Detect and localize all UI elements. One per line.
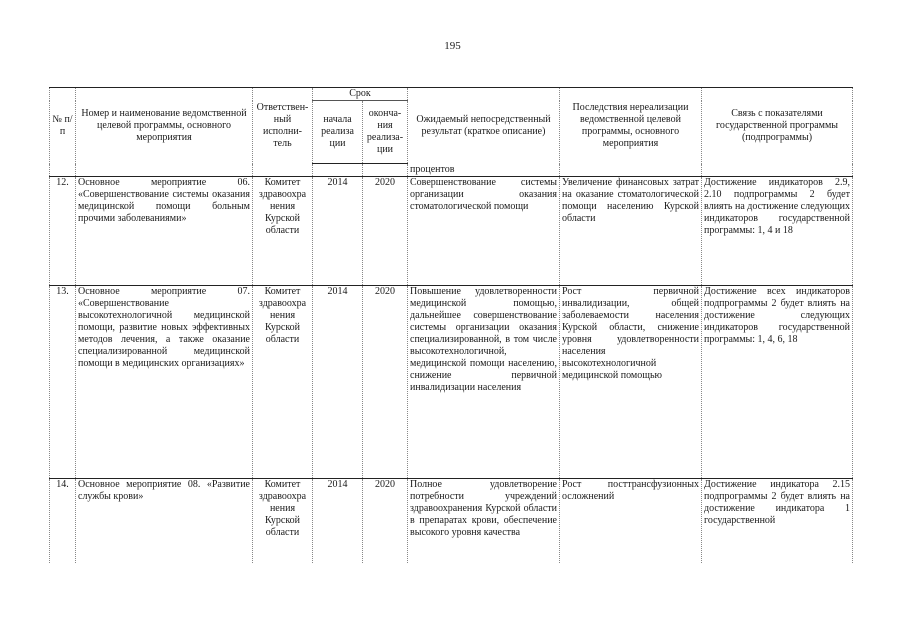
page-number: 195 [444,40,461,52]
cont-start [313,164,363,177]
cont-end [363,164,408,177]
header-term: Срок [313,88,408,101]
activities-table [49,87,853,563]
row-num: 13. [50,286,76,479]
row-responsible: Комитет здравоохра нения Курской области [253,177,313,286]
row-num: 12. [50,177,76,286]
row-link: Достижение всех индикаторов подпрограммы 2 будет влиять на достижение следующих индикаторов государственной программы: 1, 4, 6, 18 [702,286,853,479]
row-start: 2014 [313,177,363,286]
header-row [50,88,853,101]
table-row [50,177,853,286]
table-row [50,479,853,564]
row-result: Полное удовлетворение потребности учреждений здравоохранения Курской области в препаратах крови, обеспечение высокого уровня качества [408,479,560,564]
continuation-row [50,164,853,177]
table-row [50,286,853,479]
row-end: 2020 [363,286,408,479]
row-result: Повышение удовлетворенности медицинской помощью, дальнейшее совершенствование системы организации оказания специализированной, в том числе высокотехнологичной, медицинской помощи населению, снижение первичной инвалидизации населения [408,286,560,479]
cont-name [76,164,253,177]
row-name: Основное мероприятие 08. «Развитие службы крови» [76,479,253,564]
row-consequences: Увеличение финансовых затрат на оказание стоматологической помощи населению Курской области [560,177,702,286]
header-link: Связь с показателями государственной программы (подпрограммы) [702,88,853,164]
row-end: 2020 [363,177,408,286]
row-link: Достижение индикаторов 2.9, 2.10 подпрограммы 2 будет влиять на достижение следующих индикаторов государственной программы: 1, 4 и 18 [702,177,853,286]
cont-result: процентов [408,164,560,177]
row-start: 2014 [313,286,363,479]
row-num: 14. [50,479,76,564]
row-result: Совершенствование системы организации оказания стоматологической помощи [408,177,560,286]
row-end: 2020 [363,479,408,564]
row-consequences: Рост посттрансфузионных осложнений [560,479,702,564]
cont-num [50,164,76,177]
cont-link [702,164,853,177]
header-consequences: Последствия нереализации ведомственной целевой программы, основного мероприятия [560,88,702,164]
header-responsible: Ответствен-ный исполни-тель [253,88,313,164]
header-term-start: начала реализа ции [313,101,363,164]
header-name: Номер и наименование ведомственной целевой программы, основного мероприятия [76,88,253,164]
header-term-end: оконча-ния реализа-ции [363,101,408,164]
row-responsible: Комитет здравоохра нения Курской области [253,479,313,564]
row-responsible: Комитет здравоохра нения Курской области [253,286,313,479]
cont-consequences [560,164,702,177]
row-name: Основное мероприятие 06. «Совершенствование системы оказания медицинской помощи больным прочими заболеваниями» [76,177,253,286]
row-link: Достижение индикатора 2.15 подпрограммы 2 будет влиять на достижение индикатора 1 государственной [702,479,853,564]
row-name: Основное мероприятие 07. «Совершенствование высокотехнологичной медицинской помощи, развитие новых эффективных методов лечения, а также оказание специализированной медицинской помощи в медицинских организациях» [76,286,253,479]
header-result: Ожидаемый непосредственный результат (краткое описание) [408,88,560,164]
row-consequences: Рост первичной инвалидизации, общей заболеваемости населения Курской области, снижение уровня удовлетворенности населения высокотехнологичной медицинской помощью [560,286,702,479]
header-num: № п/п [50,88,76,164]
cont-responsible [253,164,313,177]
row-start: 2014 [313,479,363,564]
